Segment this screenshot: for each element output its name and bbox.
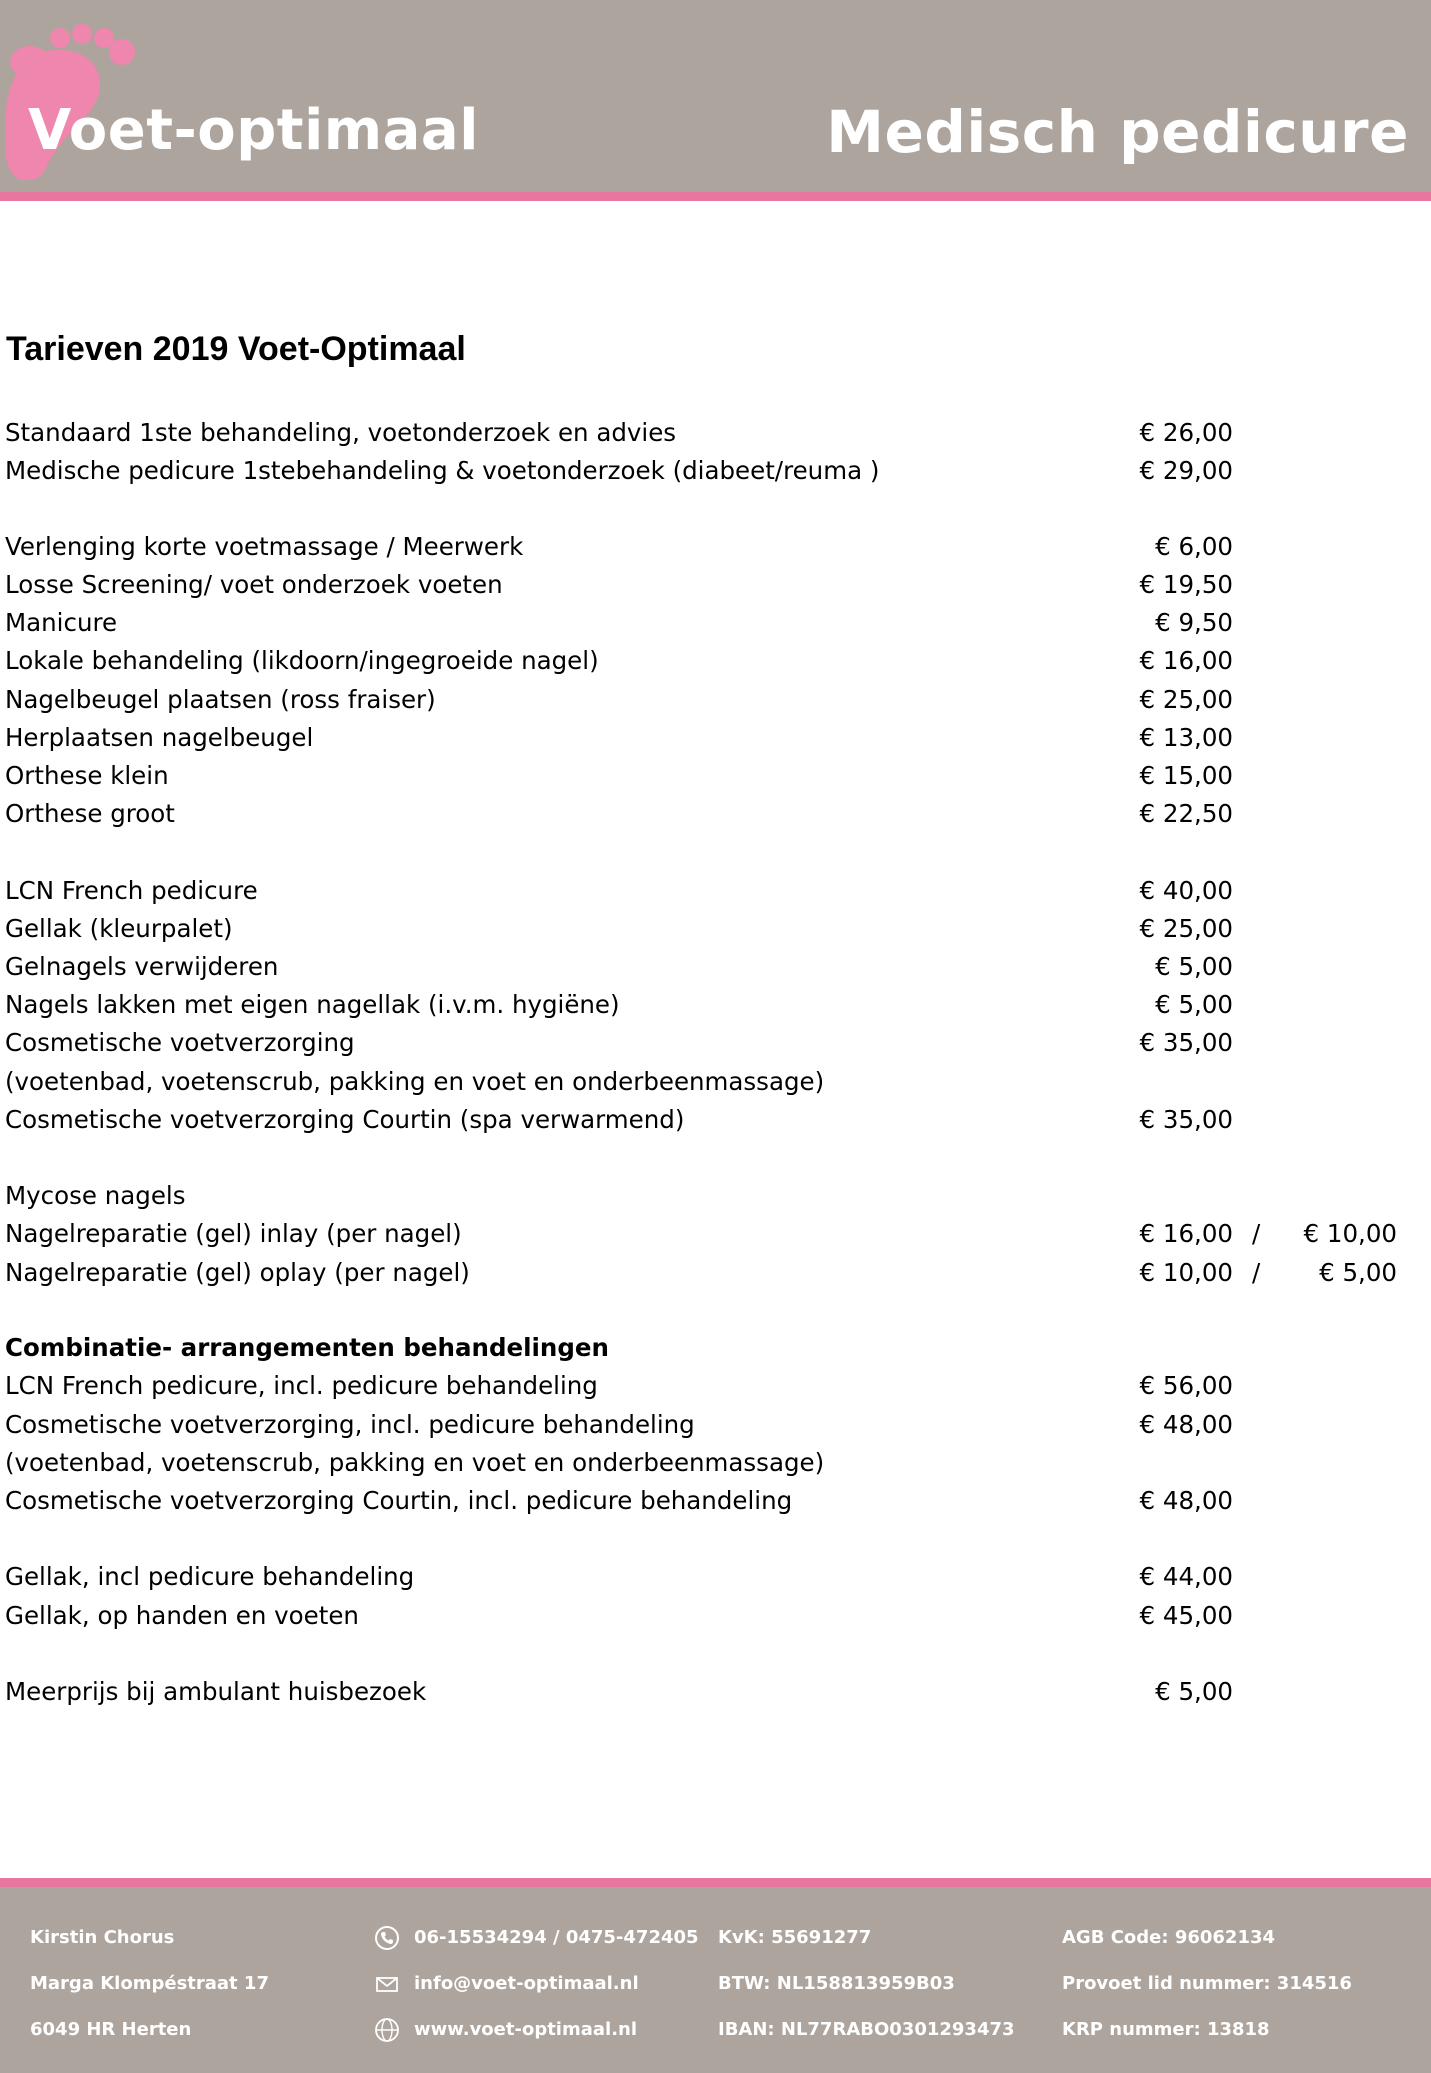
treatment-name: Orthese groot	[5, 799, 175, 828]
price-row	[0, 685, 1431, 723]
treatment-name: Nagelreparatie (gel) inlay (per nagel)	[5, 1219, 462, 1248]
treatment-price: € 45,00	[1139, 1601, 1233, 1630]
price-row	[0, 1371, 1431, 1409]
treatment-name: Standaard 1ste behandeling, voetonderzoek en advies	[5, 418, 677, 447]
treatment-name: Herplaatsen nagelbeugel	[5, 723, 314, 752]
price-row	[0, 1105, 1431, 1143]
treatment-price: € 35,00	[1139, 1028, 1233, 1057]
treatment-price: € 25,00	[1139, 914, 1233, 943]
treatment-name: LCN French pedicure	[5, 876, 258, 905]
price-row	[0, 1410, 1431, 1448]
treatment-price: € 16,00	[1139, 646, 1233, 675]
treatment-price: € 29,00	[1139, 456, 1233, 485]
price-row	[0, 456, 1431, 494]
treatment-name: Gellak (kleurpalet)	[5, 914, 233, 943]
agb-code: AGB Code: 96062134	[1062, 1927, 1276, 1948]
treatment-price: € 44,00	[1139, 1562, 1233, 1591]
treatment-name: Mycose nagels	[5, 1181, 186, 1210]
treatment-price: € 48,00	[1139, 1410, 1233, 1439]
treatment-price-alt: € 10,00	[1303, 1219, 1397, 1248]
price-row	[0, 532, 1431, 570]
price-row	[0, 799, 1431, 837]
treatment-name: (voetenbad, voetenscrub, pakking en voet en onderbeenmassage)	[5, 1448, 825, 1477]
contact-street: Marga Klompéstraat 17	[30, 1973, 269, 1994]
section-heading: Combinatie- arrangementen behandelingen	[5, 1333, 609, 1362]
treatment-price: € 35,00	[1139, 1105, 1233, 1134]
price-row	[0, 1562, 1431, 1600]
price-row	[0, 952, 1431, 990]
treatment-price: € 16,00	[1139, 1219, 1233, 1248]
price-row	[0, 761, 1431, 799]
mail-icon	[374, 1971, 400, 1997]
treatment-price: € 56,00	[1139, 1371, 1233, 1400]
price-row	[0, 418, 1431, 456]
treatment-price: € 6,00	[1155, 532, 1233, 561]
price-row	[0, 1258, 1431, 1296]
contact-name: Kirstin Chorus	[30, 1927, 175, 1948]
price-row	[0, 914, 1431, 952]
treatment-name: Nagels lakken met eigen nagellak (i.v.m. hygiëne)	[5, 990, 620, 1019]
footer-accent-stripe	[0, 1878, 1431, 1887]
treatment-name: LCN French pedicure, incl. pedicure behandeling	[5, 1371, 598, 1400]
price-row	[0, 1219, 1431, 1257]
treatment-price: € 15,00	[1139, 761, 1233, 790]
contact-email[interactable]: info@voet-optimaal.nl	[414, 1973, 639, 1994]
treatment-name: Orthese klein	[5, 761, 169, 790]
treatment-name: Cosmetische voetverzorging Courtin, incl. pedicure behandeling	[5, 1486, 793, 1515]
phone-icon	[374, 1925, 400, 1951]
treatment-price: € 26,00	[1139, 418, 1233, 447]
price-row	[0, 1486, 1431, 1524]
price-row	[0, 1677, 1431, 1715]
treatment-price-alt: € 5,00	[1319, 1258, 1397, 1287]
price-row	[0, 608, 1431, 646]
contact-phone[interactable]: 06-15534294 / 0475-472405	[414, 1927, 699, 1948]
price-row	[0, 1067, 1431, 1105]
krp-number: KRP nummer: 13818	[1062, 2019, 1270, 2040]
treatment-price: € 40,00	[1139, 876, 1233, 905]
header-accent-stripe	[0, 192, 1431, 201]
treatment-name: Nagelreparatie (gel) oplay (per nagel)	[5, 1258, 470, 1287]
page-title: Tarieven 2019 Voet-Optimaal	[6, 330, 466, 368]
btw-number: BTW: NL158813959B03	[718, 1973, 955, 1994]
price-row	[0, 570, 1431, 608]
contact-city: 6049 HR Herten	[30, 2019, 192, 2040]
treatment-price: € 5,00	[1155, 1677, 1233, 1706]
treatment-name: Verlenging korte voetmassage / Meerwerk	[5, 532, 524, 561]
treatment-name: Cosmetische voetverzorging Courtin (spa verwarmend)	[5, 1105, 685, 1134]
treatment-name: Nagelbeugel plaatsen (ross fraiser)	[5, 685, 436, 714]
treatment-price: € 48,00	[1139, 1486, 1233, 1515]
treatment-price: € 5,00	[1155, 990, 1233, 1019]
treatment-price: € 25,00	[1139, 685, 1233, 714]
treatment-name: Gelnagels verwijderen	[5, 952, 279, 981]
kvk-number: KvK: 55691277	[718, 1927, 872, 1948]
tagline: Medisch pedicure	[826, 98, 1409, 166]
treatment-name: Cosmetische voetverzorging	[5, 1028, 355, 1057]
footer	[0, 1887, 1431, 2073]
treatment-price: € 22,50	[1139, 799, 1233, 828]
price-separator: /	[1252, 1219, 1261, 1248]
treatment-price: € 13,00	[1139, 723, 1233, 752]
treatment-price: € 9,50	[1155, 608, 1233, 637]
price-row	[0, 1448, 1431, 1486]
iban-number: IBAN: NL77RABO0301293473	[718, 2019, 1015, 2040]
price-row	[0, 1181, 1431, 1219]
price-row	[0, 1601, 1431, 1639]
brand-name: Voet-optimaal	[28, 98, 479, 163]
treatment-name: Meerprijs bij ambulant huisbezoek	[5, 1677, 427, 1706]
treatment-name: (voetenbad, voetenscrub, pakking en voet en onderbeenmassage)	[5, 1067, 825, 1096]
treatment-price: € 10,00	[1139, 1258, 1233, 1287]
treatment-name: Manicure	[5, 608, 118, 637]
price-row	[0, 646, 1431, 684]
treatment-name: Lokale behandeling (likdoorn/ingegroeide nagel)	[5, 646, 599, 675]
treatment-name: Cosmetische voetverzorging, incl. pedicure behandeling	[5, 1410, 695, 1439]
price-row	[0, 990, 1431, 1028]
provoet-number: Provoet lid nummer: 314516	[1062, 1973, 1352, 1994]
treatment-price: € 19,50	[1139, 570, 1233, 599]
treatment-name: Gellak, incl pedicure behandeling	[5, 1562, 415, 1591]
price-row	[0, 723, 1431, 761]
header-band	[0, 0, 1431, 192]
globe-icon	[374, 2017, 400, 2043]
price-row	[0, 1333, 1431, 1371]
treatment-name: Losse Screening/ voet onderzoek voeten	[5, 570, 503, 599]
treatment-price: € 5,00	[1155, 952, 1233, 981]
price-row	[0, 1028, 1431, 1066]
price-separator: /	[1252, 1258, 1261, 1287]
contact-website[interactable]: www.voet-optimaal.nl	[414, 2019, 638, 2040]
price-row	[0, 876, 1431, 914]
treatment-name: Gellak, op handen en voeten	[5, 1601, 359, 1630]
treatment-name: Medische pedicure 1stebehandeling & voetonderzoek (diabeet/reuma )	[5, 456, 880, 485]
